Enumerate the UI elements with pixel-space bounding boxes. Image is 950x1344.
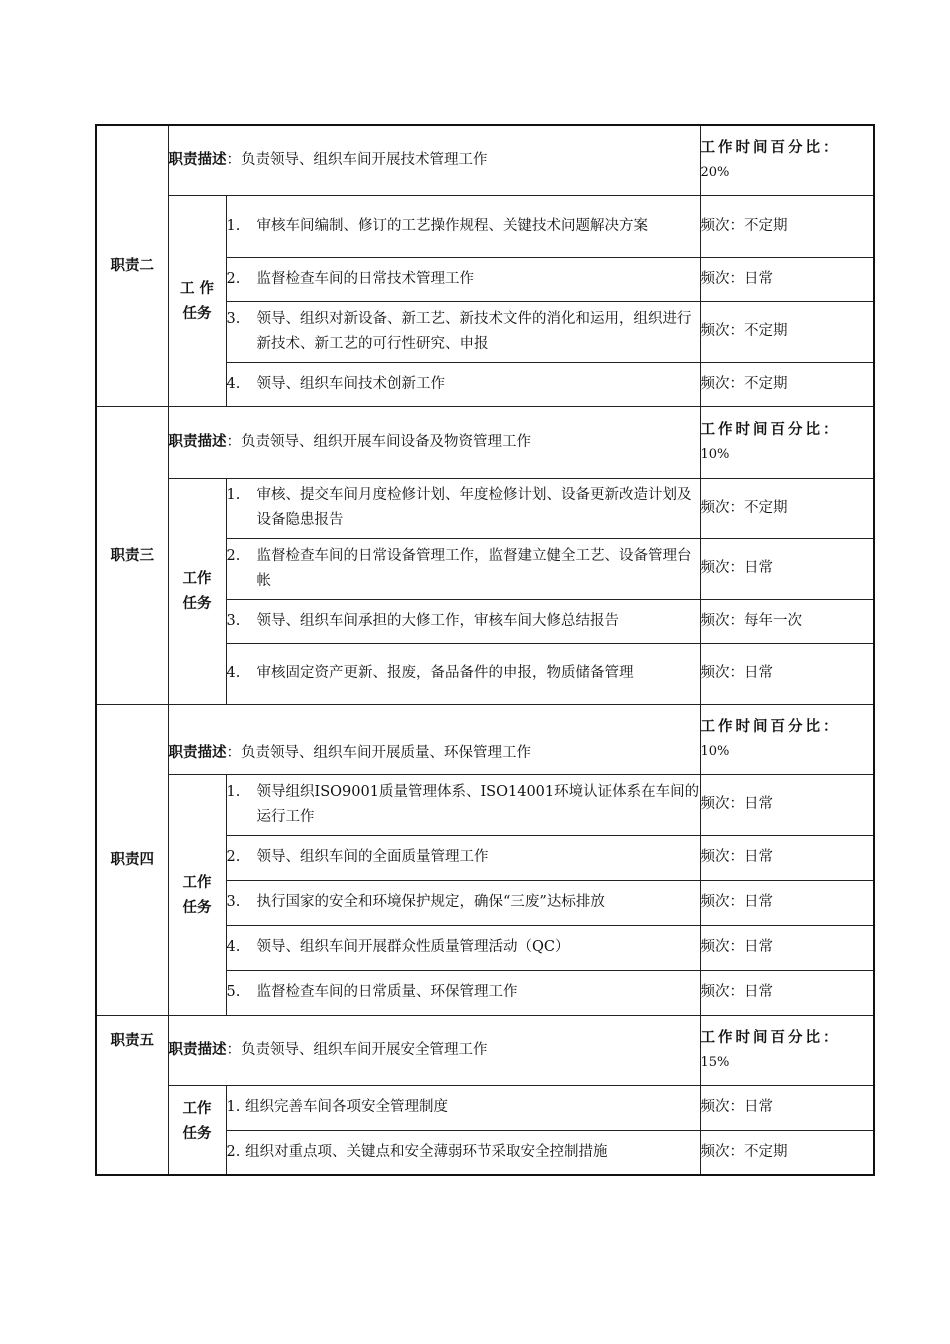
task-item: 4. 领导、组织车间技术创新工作 [226,362,700,406]
duty-description: 职责描述：负责领导、组织车间开展安全管理工作 [168,1015,700,1085]
task-item: 1. 审核、提交车间月度检修计划、年度检修计划、设备更新改造计划及设备隐患报告 [226,478,700,538]
task-item: 5. 监督检查车间的日常质量、环保管理工作 [226,970,700,1015]
description-label: 职责描述 [168,1041,227,1058]
time-percentage [700,406,874,478]
task-frequency: 频次：每年一次 [700,599,874,643]
percentage-value: 10% [700,447,730,462]
task-item: 2. 监督检查车间的日常设备管理工作，监督建立健全工艺、设备管理台帐 [226,538,700,599]
duty-label: 职责四 [96,704,168,1015]
percentage-label: 工作时间百分比： [700,139,841,157]
task-item: 1. 审核车间编制、修订的工艺操作规程、关键技术问题解决方案 [226,195,700,257]
percentage-value: 20% [700,165,730,181]
duty-description: 职责描述：负责领导、组织车间开展技术管理工作 [168,125,700,195]
task-item: 1. 组织完善车间各项安全管理制度 [226,1085,700,1130]
task-frequency: 频次：不定期 [700,301,874,362]
duty-description: 职责描述：负责领导、组织开展车间设备及物资管理工作 [168,406,700,478]
description-label: 职责描述 [168,433,227,450]
description-text: 负责领导、组织车间开展质量、环保管理工作 [241,744,531,761]
percentage-value: 10% [700,744,730,759]
tasks-label: 工作任务 [168,774,226,1015]
task-frequency: 频次：不定期 [700,362,874,406]
task-item: 3. 执行国家的安全和环境保护规定，确保“三废”达标排放 [226,880,700,925]
task-frequency: 频次：日常 [700,1085,874,1130]
percentage-label: 工作时间百分比： [700,421,841,438]
task-item: 3. 领导、组织对新设备、新工艺、新技术文件的消化和运用，组织进行新技术、新工艺的可行性研究、申报 [226,301,700,362]
task-item: 2. 监督检查车间的日常技术管理工作 [226,257,700,301]
percentage-label: 工作时间百分比： [700,718,841,735]
percentage-label: 工作时间百分比： [700,1029,841,1046]
task-frequency: 频次：日常 [700,643,874,704]
task-frequency: 频次：日常 [700,538,874,599]
task-frequency: 频次：不定期 [700,1130,874,1175]
time-percentage [700,125,874,195]
task-frequency: 频次：不定期 [700,195,874,257]
duty-label: 职责五 [96,1015,168,1175]
task-item: 2. 组织对重点项、关键点和安全薄弱环节采取安全控制措施 [226,1130,700,1175]
task-frequency: 频次：日常 [700,970,874,1015]
description-label: 职责描述 [168,151,227,169]
description-text: 负责领导、组织车间开展安全管理工作 [241,1042,488,1058]
task-frequency: 频次：日常 [700,257,874,301]
percentage-value: 15% [700,1055,730,1070]
time-percentage [700,1015,874,1085]
task-frequency: 频次：日常 [700,774,874,835]
duties-table [95,124,875,1176]
task-frequency: 频次：日常 [700,880,874,925]
task-item: 3. 领导、组织车间承担的大修工作，审核车间大修总结报告 [226,599,700,643]
description-text: 负责领导、组织开展车间设备及物资管理工作 [241,434,531,450]
tasks-label: 工作任务 [168,1085,226,1175]
duty-description: 职责描述：负责领导、组织车间开展质量、环保管理工作 [168,704,700,774]
duty-label: 职责二 [96,125,168,406]
task-item: 4. 审核固定资产更新、报废，备品备件的申报，物质储备管理 [226,643,700,704]
tasks-label: 工作任务 [168,478,226,704]
duty-label: 职责三 [96,406,168,704]
task-frequency: 频次：日常 [700,925,874,970]
task-item: 1. 领导组织ISO9001质量管理体系、ISO14001环境认证体系在车间的运行工作 [226,774,700,835]
task-frequency: 频次：日常 [700,835,874,880]
task-item: 2. 领导、组织车间的全面质量管理工作 [226,835,700,880]
description-text: 负责领导、组织车间开展技术管理工作 [241,152,488,169]
description-label: 职责描述 [168,743,227,761]
tasks-label: 工 作 任务 [168,195,226,406]
task-frequency: 频次：不定期 [700,478,874,538]
time-percentage [700,704,874,774]
task-item: 4. 领导、组织车间开展群众性质量管理活动（QC） [226,925,700,970]
